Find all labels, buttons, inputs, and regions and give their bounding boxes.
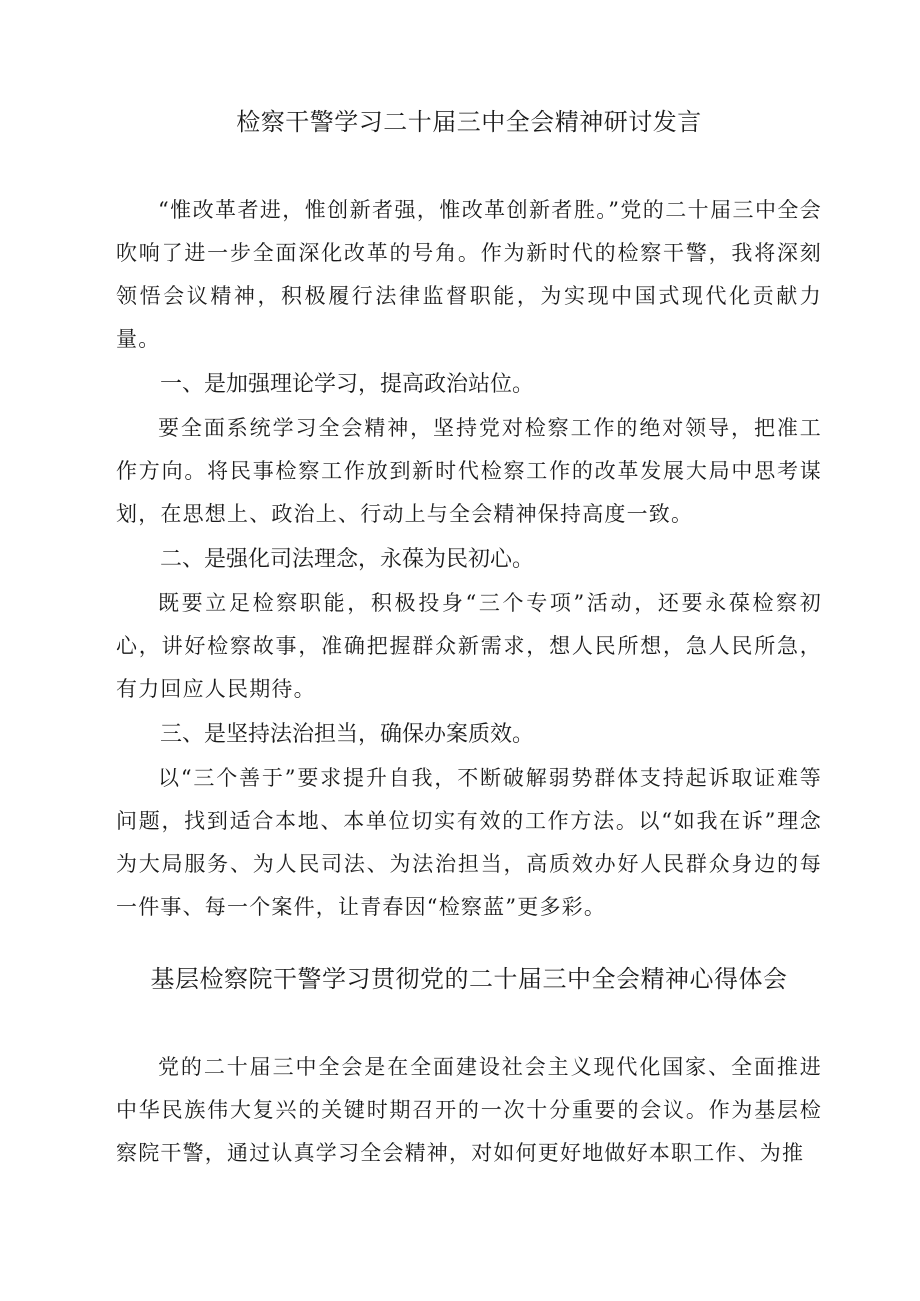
section-heading-2: 二、是强化司法理念，永葆为民初心。 (160, 547, 535, 572)
section-heading-3: 三、是坚持法治担当，确保办案质效。 (160, 722, 535, 747)
second-document-title: 基层检察院干警学习贯彻党的二十届三中全会精神心得体会 (150, 965, 788, 993)
document-title: 检察干警学习二十届三中全会精神研讨发言 (236, 108, 702, 136)
intro-paragraph: “惟改革者进，惟创新者强，惟改革创新者胜。”党的二十届三中全会吹响了进一步全面深化改革的号角。作为新时代的检察干警，我将深刻领悟会议精神，积极履行法律监督职能，为实现中国式现代化贡献力量。 (116, 198, 822, 351)
second-intro-paragraph: 党的二十届三中全会是在全面建设社会主义现代化国家、全面推进中华民族伟大复兴的关键时期召开的一次十分重要的会议。作为基层检察院干警，通过认真学习全会精神，对如何更好地做好本职工作、为推 (116, 1055, 822, 1165)
section-body-3: 以“三个善于”要求提升自我，不断破解弱势群体支持起诉取证难等问题，找到适合本地、本单位切实有效的工作方法。以“如我在诉”理念为大局服务、为人民司法、为法治担当，高质效办好人民群众身边的每一件事、每一个案件，让青春因“检察蓝”更多彩。 (116, 766, 822, 919)
section-body-2: 既要立足检察职能，积极投身“三个专项”活动，还要永葆检察初心，讲好检察故事，准确把握群众新需求，想人民所想，急人民所急，有力回应人民期待。 (116, 591, 822, 701)
section-heading-1: 一、是加强理论学习，提高政治站位。 (160, 372, 535, 397)
section-body-1: 要全面系统学习全会精神，坚持党对检察工作的绝对领导，把准工作方向。将民事检察工作放到新时代检察工作的改革发展大局中思考谋划，在思想上、政治上、行动上与全会精神保持高度一致。 (116, 416, 822, 526)
